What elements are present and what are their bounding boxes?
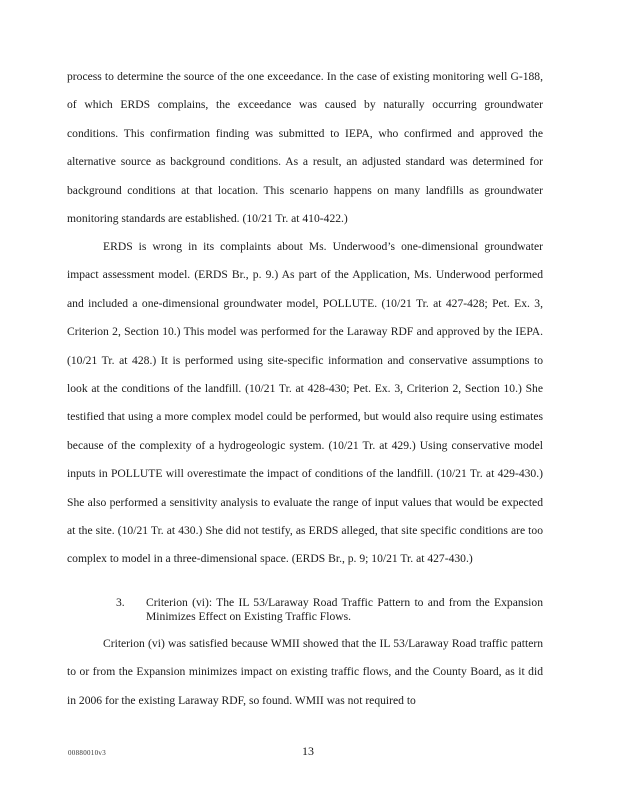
section-heading-number: 3. — [116, 596, 125, 609]
paragraph-groundwater-exceedance: process to determine the source of the one exceedance. In the case of existing monitoring well G-188, of which ERDS complains, the exceedance was caused by naturally occurring groundwater conditions. This confirmation finding was submitted to IEPA, who confirmed and approved the alternative source as background conditions. As a result, an adjusted standard was determined for background conditions at that location. This scenario happens on many landfills as groundwater monitoring standards are established. (10/21 Tr. at 410-422.) — [67, 70, 543, 226]
section-heading-text: Criterion (vi): The IL 53/Laraway Road Traffic Pattern to and from the Expansion Minimizes Effect on Existing Traffic Flows. — [146, 596, 543, 623]
footer-document-id: 00880010v3 — [68, 749, 106, 757]
page-number: 13 — [302, 744, 314, 758]
paragraph-criterion-vi: Criterion (vi) was satisfied because WMII showed that the IL 53/Laraway Road traffic pattern to or from the Expansion minimizes impact on existing traffic flows, and the County Board, as it did in 2006 for the existing Laraway RDF, so found. WMII was not required to — [67, 637, 543, 707]
paragraph-groundwater-model: ERDS is wrong in its complaints about Ms. Underwood’s one-dimensional groundwater impact assessment model. (ERDS Br., p. 9.) As part of the Application, Ms. Underwood performed and included a one-dimensional groundwater model, POLLUTE. (10/21 Tr. at 427-428; Pet. Ex. 3, Criterion 2, Section 10.) This model was performed for the Laraway RDF and approved by the IEPA. (10/21 Tr. at 428.) It is performed using site-specific information and conservative assumptions to look at the conditions of the landfill. (10/21 Tr. at 428-430; Pet. Ex. 3, Criterion 2, Section 10.) She testified that using a more complex model could be performed, but would also require using estimates because of the complexity of a hydrogeologic system. (10/21 Tr. at 429.) Using conservative model inputs in POLLUTE will overestimate the impact of conditions of the landfill. (10/21 Tr. at 429-430.) She also performed a sensitivity analysis to evaluate the range of input values that would be expected at the site. (10/21 Tr. at 430.) She did not testify, as ERDS alleged, that site specific conditions are too complex to model in a three-dimensional space. (ERDS Br., p. 9; 10/21 Tr. at 427-430.) — [67, 240, 543, 566]
